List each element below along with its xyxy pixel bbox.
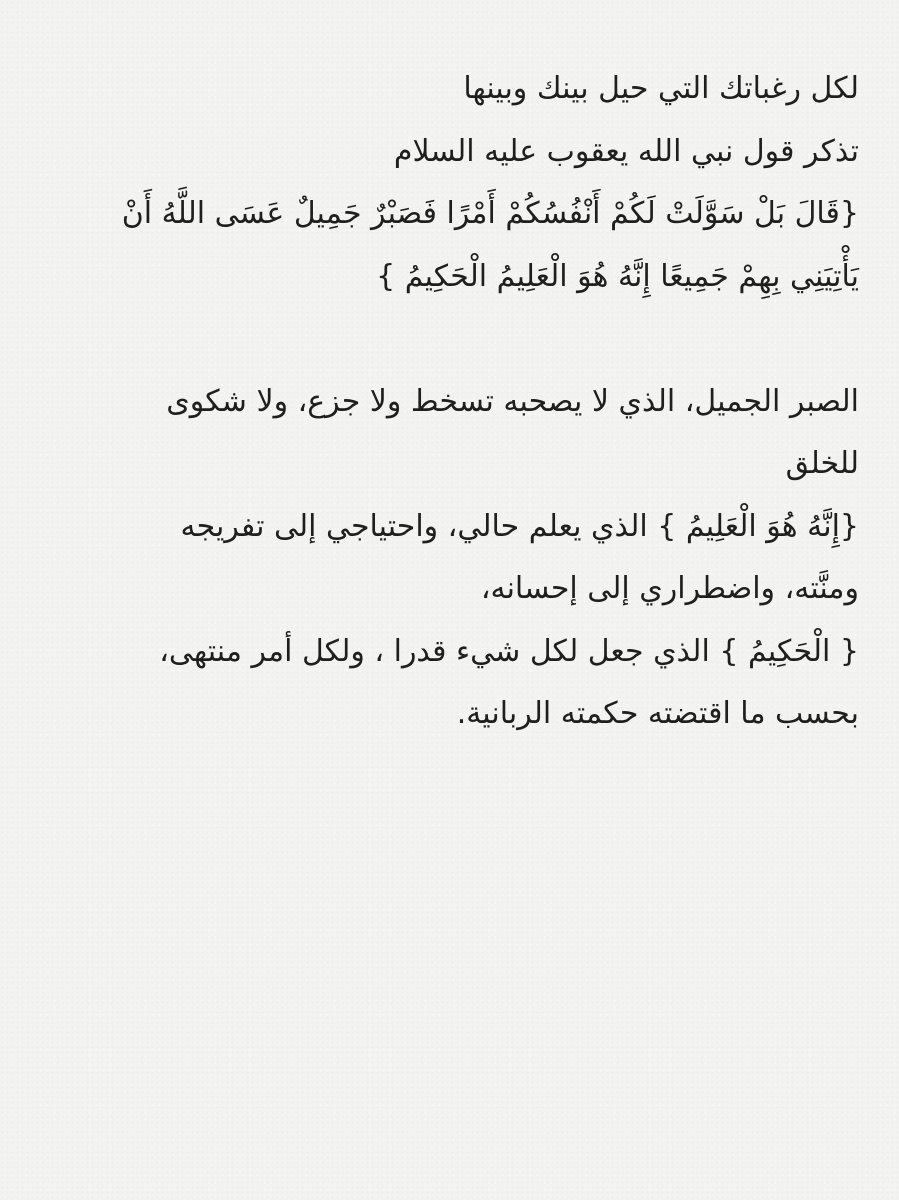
- note-line: بحسب ما اقتضته حكمته الربانية.: [456, 696, 859, 731]
- note-line-quran-verse: {قَالَ بَلْ سَوَّلَتْ لَكُمْ أَنْفُسُكُمْ أَمْرًا فَصَبْرٌ جَمِيلٌ عَسَى اللَّهُ أَنْ: [121, 196, 859, 231]
- note-line: { الْحَكِيمُ } الذي جعل لكل شيء قدرا ، ولكل أمر منتهى،: [159, 633, 859, 669]
- note-line: {إِنَّهُ هُوَ الْعَلِيمُ } الذي يعلم حالي، واحتياجي إلى تفريجه: [180, 508, 859, 544]
- note-line-quran-verse: يَأْتِيَنِي بِهِمْ جَمِيعًا إِنَّهُ هُوَ الْعَلِيمُ الْحَكِيمُ }: [376, 258, 859, 294]
- note-line: ومنَّته، واضطراري إلى إحسانه،: [480, 571, 859, 606]
- note-text-body[interactable]: [40, 58, 859, 746]
- note-line: الصبر الجميل، الذي لا يصحبه تسخط ولا جزع، ولا شكوى: [166, 383, 859, 419]
- note-blank-line: [40, 308, 859, 371]
- note-line: لكل رغباتك التي حيل بينك وبينها: [463, 71, 859, 106]
- note-line: للخلق: [785, 446, 859, 481]
- note-line: تذكر قول نبي الله يعقوب عليه السلام: [393, 133, 859, 169]
